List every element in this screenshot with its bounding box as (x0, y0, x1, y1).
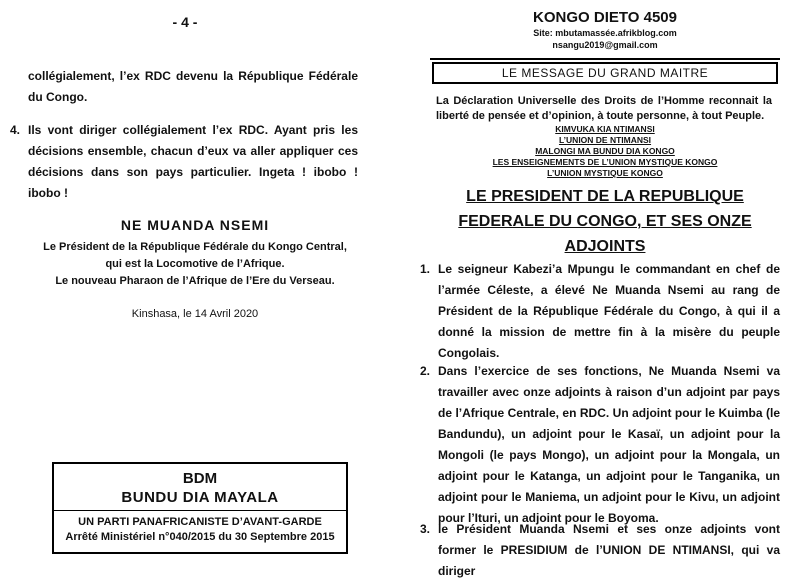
list-item-number: 1. (420, 262, 431, 276)
party-name: BUNDU DIA MAYALA (121, 489, 279, 506)
headline-line-1: LE PRESIDENT DE LA REPUBLIQUE (466, 188, 744, 205)
page-number: - 4 - (172, 14, 198, 30)
article-headline (420, 184, 790, 259)
link-union-mystique[interactable]: L’UNION MYSTIQUE KONGO (547, 168, 663, 178)
list-item-2 (420, 361, 780, 529)
message-banner: LE MESSAGE DU GRAND MAITRE (432, 62, 778, 84)
list-item-4 (10, 120, 358, 204)
list-item-text: Le seigneur Kabezi’a Mpungu le commandant en chef de l’armée Céleste, a élevé Ne Muanda Nsemi au rang de Président de la République Fédérale du Congo, à qui il a donné la mission de mettre fin à la misère du peuple Congolais. (438, 262, 780, 360)
continuation-paragraph: collégialement, l’ex RDC devenu la République Fédérale du Congo. (28, 69, 358, 104)
link-kimvuka[interactable]: KIMVUKA KIA NTIMANSI (555, 124, 655, 134)
link-malongi[interactable]: MALONGI MA BUNDU DIA KONGO (535, 146, 675, 156)
link-union-ntimansi[interactable]: L’UNION DE NTIMANSI (558, 135, 652, 145)
list-item-number: 2. (420, 364, 431, 378)
list-item-1 (420, 259, 780, 364)
journal-header (440, 8, 770, 51)
list-item-text: Dans l’exercice de ses fonctions, Ne Muanda Nsemi va travailler avec onze adjoints à raison d’un adjoint par pays de l’Afrique Centrale, en RDC. Un adjoint pour le Kuimba (le Bandundu), un adjoint pour le Kasaï, un adjoint pour la Mongoli (le pays Mongo), un adjoint pour la Mongala, un adjoint pour le Katanga, un adjoint pour le Tanganika, un adjoint pour le Maniema, un adjoint pour le Kivu, un adjoint pour l’Ituri, un adjoint pour le Boyoma. (438, 364, 780, 525)
place-date: Kinshasa, le 14 Avril 2020 (131, 308, 259, 320)
list-item-text: le Président Muanda Nsemi et ses onze adjoints vont former le PRESIDIUM de l’UNION DE NTIMANSI, qui va diriger (438, 522, 780, 578)
party-decree: Arrêté Ministériel n°040/2015 du 30 Septembre 2015 (65, 531, 335, 543)
list-item-number: 3. (420, 522, 431, 536)
header-rule (430, 58, 780, 60)
list-item-text: Ils vont diriger collégialement l’ex RDC. Ayant pris les décisions ensemble, chacun d’eux va aller appliquer ces décisions dans son pays particulier. Ingeta ! ibobo ! ibobo ! (28, 123, 358, 200)
links-list (440, 124, 770, 179)
declaration-text: La Déclaration Universelle des Droits de l’Homme reconnait la liberté de pensée et d’opinion, à toute personne, à tout Peuple. (436, 95, 772, 122)
journal-email: nsangu2019@gmail.com (552, 40, 658, 50)
list-item-3 (420, 519, 780, 582)
signature-title-line-2: qui est la Locomotive de l’Afrique. (105, 258, 285, 270)
party-tagline: UN PARTI PANAFRICANISTE D’AVANT-GARDE (78, 516, 322, 528)
journal-site: Site: mbutamassée.afrikblog.com (533, 28, 677, 38)
link-enseignements[interactable]: LES ENSEIGNEMENTS DE L’UNION MYSTIQUE KONGO (492, 157, 718, 167)
journal-title: KONGO DIETO 4509 (533, 9, 677, 26)
list-item-number: 4. (10, 123, 21, 137)
headline-line-3: ADJOINTS (564, 238, 646, 255)
signature-name: NE MUANDA NSEMI (120, 217, 270, 233)
signature-title-line-1: Le Président de la République Fédérale du Kongo Central, (43, 241, 347, 253)
party-footer-box (52, 462, 348, 554)
signature-block (40, 215, 350, 323)
signature-title-line-3: Le nouveau Pharaon de l’Afrique de l’Ere du Verseau. (55, 275, 335, 287)
party-acronym: BDM (182, 470, 218, 487)
party-divider (54, 510, 346, 511)
headline-line-2: FEDERALE DU CONGO, ET SES ONZE (458, 213, 752, 230)
